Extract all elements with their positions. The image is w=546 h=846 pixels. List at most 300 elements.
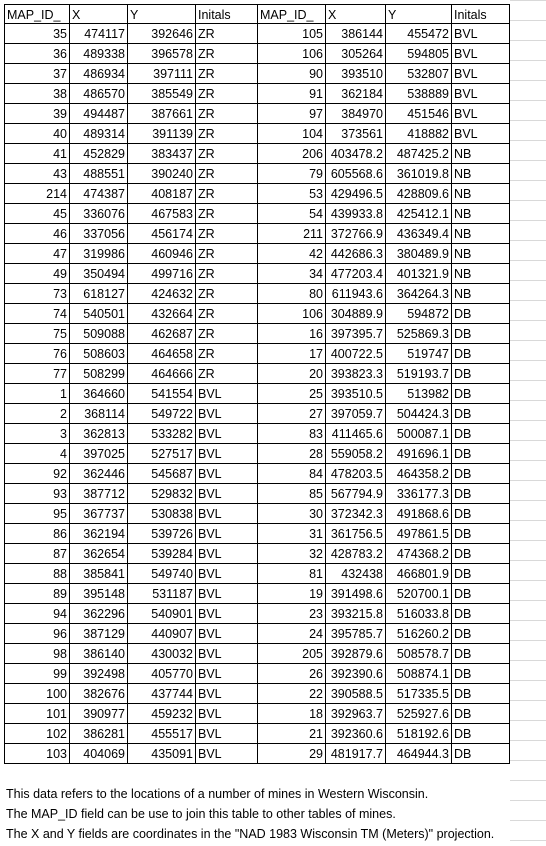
cell-map-id-right[interactable]: 21 <box>258 724 326 744</box>
cell-y-right[interactable]: 455472 <box>386 24 452 44</box>
cell-y-right[interactable]: 519747 <box>386 344 452 364</box>
cell-map-id-left[interactable]: 95 <box>4 504 70 524</box>
cell-y-right[interactable]: 401321.9 <box>386 264 452 284</box>
cell-map-id-left[interactable]: 98 <box>4 644 70 664</box>
cell-initials-right[interactable]: NB <box>452 264 510 284</box>
cell-initials-left[interactable]: ZR <box>196 204 258 224</box>
cell-x-left[interactable]: 540501 <box>70 304 128 324</box>
cell-y-left[interactable]: 549722 <box>128 404 196 424</box>
cell-y-left[interactable]: 464658 <box>128 344 196 364</box>
cell-map-id-right[interactable]: 80 <box>258 284 326 304</box>
cell-map-id-right[interactable]: 106 <box>258 44 326 64</box>
cell-initials-right[interactable]: DB <box>452 324 510 344</box>
cell-y-left[interactable]: 541554 <box>128 384 196 404</box>
cell-initials-left[interactable]: BVL <box>196 584 258 604</box>
cell-map-id-right[interactable]: 211 <box>258 224 326 244</box>
cell-initials-left[interactable]: ZR <box>196 364 258 384</box>
cell-initials-left[interactable]: ZR <box>196 244 258 264</box>
cell-y-right[interactable]: 532807 <box>386 64 452 84</box>
cell-y-right[interactable]: 491696.1 <box>386 444 452 464</box>
cell-initials-left[interactable]: ZR <box>196 224 258 244</box>
header-map-id-right[interactable]: MAP_ID_ <box>258 4 326 24</box>
cell-initials-left[interactable]: ZR <box>196 264 258 284</box>
cell-initials-left[interactable]: ZR <box>196 24 258 44</box>
cell-x-left[interactable]: 486934 <box>70 64 128 84</box>
cell-x-right[interactable]: 397059.7 <box>326 404 386 424</box>
cell-map-id-left[interactable]: 87 <box>4 544 70 564</box>
cell-initials-left[interactable]: ZR <box>196 44 258 64</box>
cell-map-id-right[interactable]: 106 <box>258 304 326 324</box>
cell-initials-right[interactable]: NB <box>452 224 510 244</box>
cell-y-left[interactable]: 424632 <box>128 284 196 304</box>
cell-y-right[interactable]: 474368.2 <box>386 544 452 564</box>
cell-initials-right[interactable]: DB <box>452 744 510 764</box>
cell-y-left[interactable]: 529832 <box>128 484 196 504</box>
cell-x-left[interactable]: 486570 <box>70 84 128 104</box>
cell-y-left[interactable]: 464666 <box>128 364 196 384</box>
cell-x-right[interactable]: 400722.5 <box>326 344 386 364</box>
cell-initials-left[interactable]: BVL <box>196 484 258 504</box>
cell-map-id-right[interactable]: 85 <box>258 484 326 504</box>
cell-initials-left[interactable]: ZR <box>196 324 258 344</box>
cell-map-id-left[interactable]: 89 <box>4 584 70 604</box>
cell-map-id-right[interactable]: 16 <box>258 324 326 344</box>
cell-map-id-right[interactable]: 32 <box>258 544 326 564</box>
cell-initials-right[interactable]: DB <box>452 424 510 444</box>
cell-initials-right[interactable]: DB <box>452 444 510 464</box>
cell-x-left[interactable]: 397025 <box>70 444 128 464</box>
cell-x-left[interactable]: 386281 <box>70 724 128 744</box>
cell-y-left[interactable]: 437744 <box>128 684 196 704</box>
cell-y-left[interactable]: 435091 <box>128 744 196 764</box>
cell-initials-left[interactable]: BVL <box>196 404 258 424</box>
cell-y-right[interactable]: 518192.6 <box>386 724 452 744</box>
cell-initials-left[interactable]: BVL <box>196 644 258 664</box>
cell-map-id-left[interactable]: 92 <box>4 464 70 484</box>
cell-x-right[interactable]: 362184 <box>326 84 386 104</box>
cell-y-right[interactable]: 516033.8 <box>386 604 452 624</box>
cell-map-id-right[interactable]: 205 <box>258 644 326 664</box>
cell-initials-left[interactable]: ZR <box>196 304 258 324</box>
cell-y-right[interactable]: 508578.7 <box>386 644 452 664</box>
cell-map-id-left[interactable]: 43 <box>4 164 70 184</box>
header-initials-left[interactable]: Initals <box>196 4 258 24</box>
cell-y-left[interactable]: 533282 <box>128 424 196 444</box>
cell-y-left[interactable]: 391139 <box>128 124 196 144</box>
cell-x-left[interactable]: 488551 <box>70 164 128 184</box>
cell-y-right[interactable]: 594805 <box>386 44 452 64</box>
header-y-left[interactable]: Y <box>128 4 196 24</box>
cell-initials-right[interactable]: DB <box>452 684 510 704</box>
cell-y-left[interactable]: 383437 <box>128 144 196 164</box>
cell-x-left[interactable]: 362446 <box>70 464 128 484</box>
cell-y-left[interactable]: 499716 <box>128 264 196 284</box>
cell-y-left[interactable]: 539284 <box>128 544 196 564</box>
cell-map-id-right[interactable]: 97 <box>258 104 326 124</box>
cell-x-right[interactable]: 393823.3 <box>326 364 386 384</box>
cell-initials-right[interactable]: DB <box>452 464 510 484</box>
cell-map-id-left[interactable]: 35 <box>4 24 70 44</box>
cell-initials-right[interactable]: DB <box>452 404 510 424</box>
cell-x-right[interactable]: 478203.5 <box>326 464 386 484</box>
cell-map-id-right[interactable]: 24 <box>258 624 326 644</box>
cell-y-right[interactable]: 519193.7 <box>386 364 452 384</box>
cell-x-right[interactable]: 411465.6 <box>326 424 386 444</box>
cell-y-right[interactable]: 520700.1 <box>386 584 452 604</box>
cell-x-right[interactable]: 392879.6 <box>326 644 386 664</box>
cell-x-right[interactable]: 392390.6 <box>326 664 386 684</box>
cell-x-left[interactable]: 364660 <box>70 384 128 404</box>
cell-y-left[interactable]: 392646 <box>128 24 196 44</box>
cell-x-left[interactable]: 618127 <box>70 284 128 304</box>
cell-initials-left[interactable]: ZR <box>196 124 258 144</box>
cell-initials-right[interactable]: DB <box>452 304 510 324</box>
cell-x-left[interactable]: 474117 <box>70 24 128 44</box>
cell-initials-right[interactable]: NB <box>452 244 510 264</box>
cell-map-id-left[interactable]: 75 <box>4 324 70 344</box>
cell-x-right[interactable]: 477203.4 <box>326 264 386 284</box>
cell-map-id-right[interactable]: 23 <box>258 604 326 624</box>
cell-initials-left[interactable]: BVL <box>196 724 258 744</box>
cell-y-right[interactable]: 464358.2 <box>386 464 452 484</box>
cell-x-left[interactable]: 319986 <box>70 244 128 264</box>
cell-y-left[interactable]: 397111 <box>128 64 196 84</box>
cell-x-right[interactable]: 439933.8 <box>326 204 386 224</box>
cell-map-id-right[interactable]: 81 <box>258 564 326 584</box>
cell-map-id-left[interactable]: 46 <box>4 224 70 244</box>
cell-initials-left[interactable]: ZR <box>196 344 258 364</box>
cell-x-left[interactable]: 474387 <box>70 184 128 204</box>
cell-map-id-right[interactable]: 17 <box>258 344 326 364</box>
cell-x-left[interactable]: 386140 <box>70 644 128 664</box>
cell-map-id-right[interactable]: 79 <box>258 164 326 184</box>
cell-y-left[interactable]: 408187 <box>128 184 196 204</box>
cell-map-id-left[interactable]: 86 <box>4 524 70 544</box>
cell-x-right[interactable]: 372766.9 <box>326 224 386 244</box>
cell-map-id-left[interactable]: 96 <box>4 624 70 644</box>
cell-y-right[interactable]: 491868.6 <box>386 504 452 524</box>
cell-y-right[interactable]: 538889 <box>386 84 452 104</box>
cell-y-right[interactable]: 525869.3 <box>386 324 452 344</box>
cell-map-id-left[interactable]: 1 <box>4 384 70 404</box>
cell-y-right[interactable]: 361019.8 <box>386 164 452 184</box>
cell-y-right[interactable]: 364264.3 <box>386 284 452 304</box>
cell-initials-right[interactable]: DB <box>452 384 510 404</box>
cell-initials-left[interactable]: BVL <box>196 424 258 444</box>
cell-map-id-right[interactable]: 206 <box>258 144 326 164</box>
cell-y-left[interactable]: 387661 <box>128 104 196 124</box>
cell-y-right[interactable]: 497861.5 <box>386 524 452 544</box>
cell-map-id-right[interactable]: 26 <box>258 664 326 684</box>
cell-map-id-right[interactable]: 25 <box>258 384 326 404</box>
cell-y-right[interactable]: 517335.5 <box>386 684 452 704</box>
cell-y-right[interactable]: 594872 <box>386 304 452 324</box>
cell-initials-right[interactable]: DB <box>452 544 510 564</box>
cell-initials-left[interactable]: ZR <box>196 64 258 84</box>
cell-initials-right[interactable]: NB <box>452 164 510 184</box>
cell-map-id-left[interactable]: 3 <box>4 424 70 444</box>
cell-map-id-left[interactable]: 4 <box>4 444 70 464</box>
cell-initials-left[interactable]: BVL <box>196 524 258 544</box>
cell-map-id-right[interactable]: 29 <box>258 744 326 764</box>
cell-y-left[interactable]: 460946 <box>128 244 196 264</box>
cell-initials-right[interactable]: NB <box>452 184 510 204</box>
cell-x-right[interactable]: 304889.9 <box>326 304 386 324</box>
cell-y-left[interactable]: 432664 <box>128 304 196 324</box>
note-line-2[interactable]: The MAP_ID field can be use to join this table to other tables of mines. <box>6 807 396 821</box>
note-line-1[interactable]: This data refers to the locations of a number of mines in Western Wisconsin. <box>6 787 429 801</box>
cell-y-right[interactable]: 500087.1 <box>386 424 452 444</box>
cell-map-id-left[interactable]: 39 <box>4 104 70 124</box>
cell-map-id-left[interactable]: 45 <box>4 204 70 224</box>
cell-y-left[interactable]: 430032 <box>128 644 196 664</box>
cell-initials-left[interactable]: ZR <box>196 144 258 164</box>
cell-initials-right[interactable]: DB <box>452 624 510 644</box>
cell-y-left[interactable]: 527517 <box>128 444 196 464</box>
cell-map-id-left[interactable]: 100 <box>4 684 70 704</box>
cell-initials-left[interactable]: BVL <box>196 624 258 644</box>
cell-initials-left[interactable]: ZR <box>196 84 258 104</box>
cell-y-left[interactable]: 385549 <box>128 84 196 104</box>
cell-x-right[interactable]: 393510.5 <box>326 384 386 404</box>
cell-map-id-left[interactable]: 77 <box>4 364 70 384</box>
cell-x-right[interactable]: 428783.2 <box>326 544 386 564</box>
header-initials-right[interactable]: Initals <box>452 4 510 24</box>
cell-map-id-left[interactable]: 103 <box>4 744 70 764</box>
cell-initials-left[interactable]: BVL <box>196 564 258 584</box>
cell-map-id-left[interactable]: 88 <box>4 564 70 584</box>
header-x-right[interactable]: X <box>326 4 386 24</box>
cell-map-id-right[interactable]: 90 <box>258 64 326 84</box>
cell-x-left[interactable]: 336076 <box>70 204 128 224</box>
cell-y-right[interactable]: 436349.4 <box>386 224 452 244</box>
cell-x-right[interactable]: 395785.7 <box>326 624 386 644</box>
cell-map-id-right[interactable]: 53 <box>258 184 326 204</box>
cell-x-right[interactable]: 605568.6 <box>326 164 386 184</box>
cell-initials-right[interactable]: DB <box>452 344 510 364</box>
cell-map-id-left[interactable]: 37 <box>4 64 70 84</box>
cell-initials-right[interactable]: DB <box>452 704 510 724</box>
cell-x-left[interactable]: 387712 <box>70 484 128 504</box>
cell-x-left[interactable]: 390977 <box>70 704 128 724</box>
cell-y-right[interactable]: 451546 <box>386 104 452 124</box>
cell-x-right[interactable]: 305264 <box>326 44 386 64</box>
cell-x-left[interactable]: 382676 <box>70 684 128 704</box>
cell-map-id-right[interactable]: 18 <box>258 704 326 724</box>
cell-map-id-right[interactable]: 20 <box>258 364 326 384</box>
cell-initials-right[interactable]: DB <box>452 584 510 604</box>
cell-map-id-left[interactable]: 93 <box>4 484 70 504</box>
cell-map-id-left[interactable]: 73 <box>4 284 70 304</box>
cell-map-id-right[interactable]: 105 <box>258 24 326 44</box>
cell-initials-right[interactable]: DB <box>452 364 510 384</box>
cell-map-id-left[interactable]: 214 <box>4 184 70 204</box>
cell-initials-left[interactable]: BVL <box>196 504 258 524</box>
cell-y-right[interactable]: 336177.3 <box>386 484 452 504</box>
cell-initials-right[interactable]: DB <box>452 644 510 664</box>
header-x-left[interactable]: X <box>70 4 128 24</box>
cell-x-right[interactable]: 386144 <box>326 24 386 44</box>
cell-y-left[interactable]: 455517 <box>128 724 196 744</box>
cell-y-right[interactable]: 466801.9 <box>386 564 452 584</box>
cell-map-id-right[interactable]: 31 <box>258 524 326 544</box>
cell-map-id-right[interactable]: 28 <box>258 444 326 464</box>
header-y-right[interactable]: Y <box>386 4 452 24</box>
cell-initials-right[interactable]: NB <box>452 144 510 164</box>
cell-y-left[interactable]: 462687 <box>128 324 196 344</box>
cell-initials-left[interactable]: BVL <box>196 444 258 464</box>
cell-map-id-right[interactable]: 19 <box>258 584 326 604</box>
cell-y-left[interactable]: 390240 <box>128 164 196 184</box>
cell-initials-right[interactable]: BVL <box>452 84 510 104</box>
cell-x-right[interactable]: 559058.2 <box>326 444 386 464</box>
cell-x-right[interactable]: 393215.8 <box>326 604 386 624</box>
cell-initials-left[interactable]: BVL <box>196 684 258 704</box>
cell-x-left[interactable]: 350494 <box>70 264 128 284</box>
cell-initials-right[interactable]: BVL <box>452 44 510 64</box>
cell-x-right[interactable]: 397395.7 <box>326 324 386 344</box>
cell-initials-right[interactable]: BVL <box>452 64 510 84</box>
cell-y-right[interactable]: 504424.3 <box>386 404 452 424</box>
cell-map-id-left[interactable]: 41 <box>4 144 70 164</box>
cell-initials-right[interactable]: DB <box>452 724 510 744</box>
cell-y-right[interactable]: 418882 <box>386 124 452 144</box>
cell-y-left[interactable]: 405770 <box>128 664 196 684</box>
cell-initials-right[interactable]: DB <box>452 664 510 684</box>
cell-initials-right[interactable]: DB <box>452 504 510 524</box>
cell-initials-left[interactable]: BVL <box>196 464 258 484</box>
cell-x-left[interactable]: 367737 <box>70 504 128 524</box>
cell-map-id-left[interactable]: 74 <box>4 304 70 324</box>
cell-map-id-right[interactable]: 83 <box>258 424 326 444</box>
cell-y-right[interactable]: 516260.2 <box>386 624 452 644</box>
cell-initials-left[interactable]: ZR <box>196 104 258 124</box>
cell-map-id-left[interactable]: 2 <box>4 404 70 424</box>
cell-y-left[interactable]: 540901 <box>128 604 196 624</box>
cell-initials-left[interactable]: BVL <box>196 664 258 684</box>
cell-x-right[interactable]: 611943.6 <box>326 284 386 304</box>
cell-initials-right[interactable]: BVL <box>452 24 510 44</box>
cell-y-right[interactable]: 508874.1 <box>386 664 452 684</box>
cell-y-left[interactable]: 456174 <box>128 224 196 244</box>
cell-x-right[interactable]: 372342.3 <box>326 504 386 524</box>
cell-x-right[interactable]: 432438 <box>326 564 386 584</box>
cell-y-right[interactable]: 425412.1 <box>386 204 452 224</box>
cell-x-right[interactable]: 373561 <box>326 124 386 144</box>
cell-x-right[interactable]: 390588.5 <box>326 684 386 704</box>
cell-y-left[interactable]: 459232 <box>128 704 196 724</box>
cell-y-left[interactable]: 531187 <box>128 584 196 604</box>
cell-y-left[interactable]: 396578 <box>128 44 196 64</box>
cell-map-id-right[interactable]: 27 <box>258 404 326 424</box>
cell-x-left[interactable]: 508299 <box>70 364 128 384</box>
cell-x-left[interactable]: 387129 <box>70 624 128 644</box>
cell-y-left[interactable]: 539726 <box>128 524 196 544</box>
cell-map-id-left[interactable]: 40 <box>4 124 70 144</box>
cell-map-id-right[interactable]: 22 <box>258 684 326 704</box>
cell-initials-right[interactable]: NB <box>452 204 510 224</box>
cell-y-right[interactable]: 428809.6 <box>386 184 452 204</box>
cell-map-id-right[interactable]: 42 <box>258 244 326 264</box>
header-map-id-left[interactable]: MAP_ID_ <box>4 4 70 24</box>
cell-x-left[interactable]: 362654 <box>70 544 128 564</box>
cell-x-right[interactable]: 567794.9 <box>326 484 386 504</box>
cell-y-left[interactable]: 440907 <box>128 624 196 644</box>
cell-x-left[interactable]: 362194 <box>70 524 128 544</box>
cell-x-right[interactable]: 384970 <box>326 104 386 124</box>
cell-y-right[interactable]: 525927.6 <box>386 704 452 724</box>
cell-y-right[interactable]: 513982 <box>386 384 452 404</box>
cell-y-right[interactable]: 464944.3 <box>386 744 452 764</box>
cell-map-id-left[interactable]: 102 <box>4 724 70 744</box>
cell-y-left[interactable]: 530838 <box>128 504 196 524</box>
cell-initials-left[interactable]: BVL <box>196 604 258 624</box>
cell-map-id-right[interactable]: 34 <box>258 264 326 284</box>
cell-map-id-right[interactable]: 91 <box>258 84 326 104</box>
cell-map-id-right[interactable]: 84 <box>258 464 326 484</box>
cell-map-id-right[interactable]: 54 <box>258 204 326 224</box>
cell-x-left[interactable]: 509088 <box>70 324 128 344</box>
cell-x-left[interactable]: 508603 <box>70 344 128 364</box>
cell-x-left[interactable]: 489338 <box>70 44 128 64</box>
cell-y-left[interactable]: 467583 <box>128 204 196 224</box>
cell-x-right[interactable]: 391498.6 <box>326 584 386 604</box>
cell-initials-right[interactable]: BVL <box>452 104 510 124</box>
cell-x-left[interactable]: 404069 <box>70 744 128 764</box>
cell-initials-left[interactable]: BVL <box>196 704 258 724</box>
cell-map-id-left[interactable]: 99 <box>4 664 70 684</box>
cell-initials-right[interactable]: DB <box>452 564 510 584</box>
cell-x-left[interactable]: 362296 <box>70 604 128 624</box>
cell-x-right[interactable]: 442686.3 <box>326 244 386 264</box>
cell-x-left[interactable]: 489314 <box>70 124 128 144</box>
cell-initials-left[interactable]: BVL <box>196 744 258 764</box>
cell-x-left[interactable]: 368114 <box>70 404 128 424</box>
cell-x-left[interactable]: 395148 <box>70 584 128 604</box>
cell-map-id-right[interactable]: 104 <box>258 124 326 144</box>
cell-x-left[interactable]: 452829 <box>70 144 128 164</box>
cell-map-id-left[interactable]: 76 <box>4 344 70 364</box>
cell-x-left[interactable]: 494487 <box>70 104 128 124</box>
cell-x-right[interactable]: 392963.7 <box>326 704 386 724</box>
cell-x-right[interactable]: 403478.2 <box>326 144 386 164</box>
cell-x-right[interactable]: 361756.5 <box>326 524 386 544</box>
cell-x-left[interactable]: 337056 <box>70 224 128 244</box>
cell-map-id-left[interactable]: 101 <box>4 704 70 724</box>
cell-map-id-left[interactable]: 36 <box>4 44 70 64</box>
cell-map-id-left[interactable]: 38 <box>4 84 70 104</box>
cell-initials-right[interactable]: DB <box>452 524 510 544</box>
cell-y-left[interactable]: 545687 <box>128 464 196 484</box>
cell-x-left[interactable]: 392498 <box>70 664 128 684</box>
cell-initials-left[interactable]: ZR <box>196 164 258 184</box>
cell-initials-right[interactable]: DB <box>452 604 510 624</box>
cell-x-left[interactable]: 385841 <box>70 564 128 584</box>
cell-y-right[interactable]: 380489.9 <box>386 244 452 264</box>
cell-x-right[interactable]: 393510 <box>326 64 386 84</box>
cell-initials-right[interactable]: NB <box>452 284 510 304</box>
note-line-3[interactable]: The X and Y fields are coordinates in the "NAD 1983 Wisconsin TM (Meters)" projection. <box>6 827 495 841</box>
cell-x-right[interactable]: 429496.5 <box>326 184 386 204</box>
cell-initials-left[interactable]: ZR <box>196 184 258 204</box>
cell-y-left[interactable]: 549740 <box>128 564 196 584</box>
cell-y-right[interactable]: 487425.2 <box>386 144 452 164</box>
cell-initials-left[interactable]: BVL <box>196 384 258 404</box>
cell-map-id-left[interactable]: 47 <box>4 244 70 264</box>
cell-map-id-left[interactable]: 49 <box>4 264 70 284</box>
cell-x-left[interactable]: 362813 <box>70 424 128 444</box>
cell-map-id-right[interactable]: 30 <box>258 504 326 524</box>
